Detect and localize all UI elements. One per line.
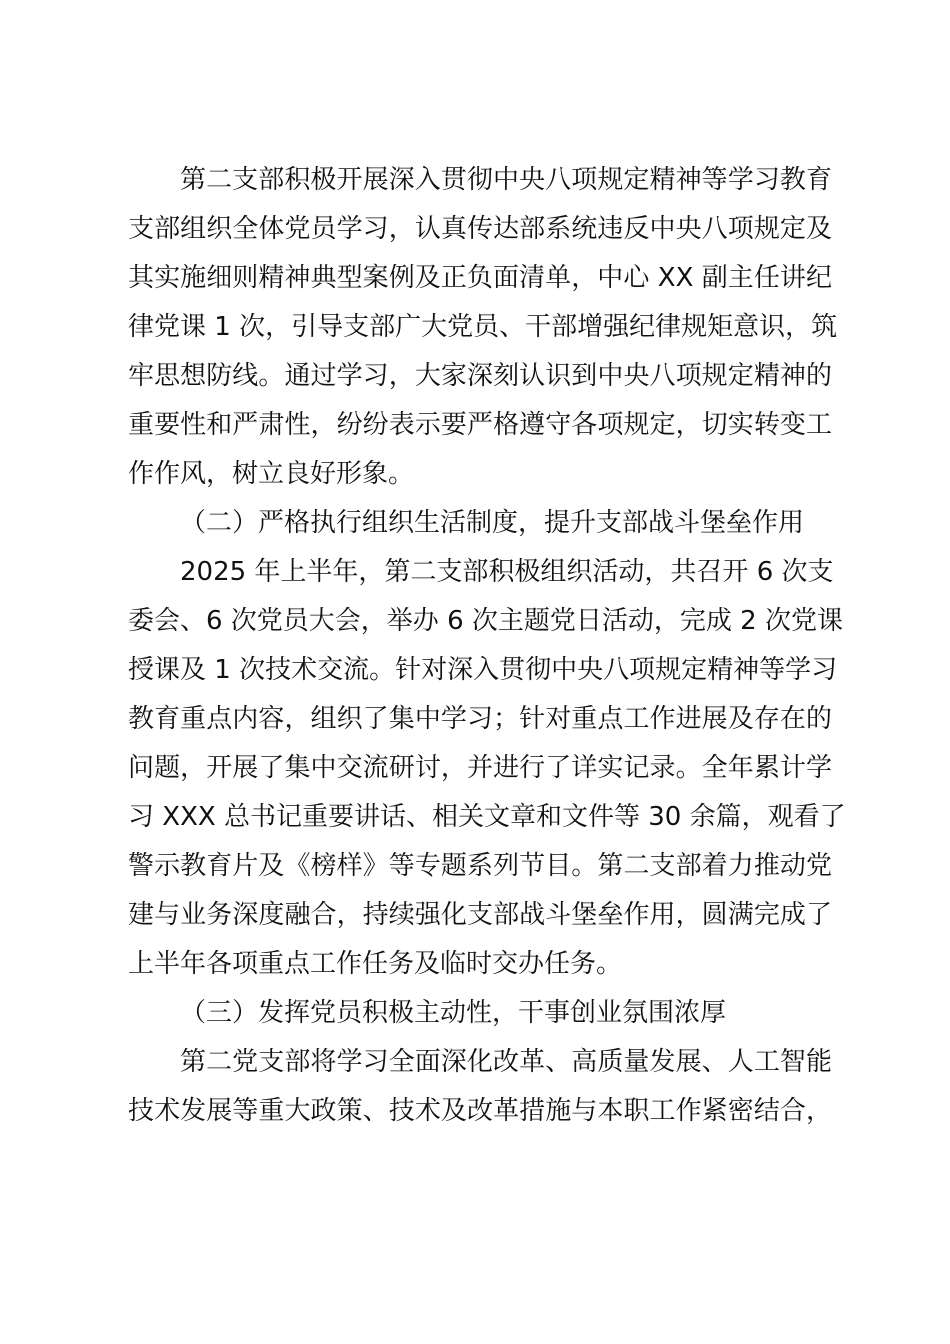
- paragraph-line: 警示教育片及《榜样》等专题系列节目。第二支部着力推动党: [128, 851, 832, 881]
- paragraph-line: 建与业务深度融合，持续强化支部战斗堡垒作用，圆满完成了: [128, 900, 832, 930]
- paragraph-line: 作作风，树立良好形象。: [128, 459, 415, 489]
- section-heading: （二）严格执行组织生活制度，提升支部战斗堡垒作用: [180, 508, 805, 538]
- document-body: [128, 156, 846, 1136]
- section-heading: （三）发挥党员积极主动性，干事创业氛围浓厚: [180, 998, 727, 1028]
- paragraph-line: 委会、6 次党员大会，举办 6 次主题党日活动，完成 2 次党课: [128, 606, 843, 636]
- paragraph-line: 支部组织全体党员学习，认真传达部系统违反中央八项规定及: [128, 214, 832, 244]
- paragraph-line: 习 XXX 总书记重要讲话、相关文章和文件等 30 余篇，观看了: [128, 802, 846, 832]
- paragraph-line: 律党课 1 次，引导支部广大党员、干部增强纪律规矩意识，筑: [128, 312, 838, 342]
- paragraph-line: 技术发展等重大政策、技术及改革措施与本职工作紧密结合，: [128, 1096, 832, 1126]
- paragraph-line: 2025 年上半年，第二支部积极组织活动，共召开 6 次支: [180, 557, 834, 587]
- paragraph-line: 授课及 1 次技术交流。针对深入贯彻中央八项规定精神等学习: [128, 655, 838, 685]
- paragraph-line: 上半年各项重点工作任务及临时交办任务。: [128, 949, 623, 979]
- paragraph-line: 重要性和严肃性，纷纷表示要严格遵守各项规定，切实转变工: [128, 410, 832, 440]
- paragraph-line: 问题，开展了集中交流研讨，并进行了详实记录。全年累计学: [128, 753, 832, 783]
- paragraph-line: 教育重点内容，组织了集中学习；针对重点工作进展及存在的: [128, 704, 832, 734]
- paragraph-line: 第二支部积极开展深入贯彻中央八项规定精神等学习教育: [180, 165, 832, 195]
- paragraph-line: 其实施细则精神典型案例及正负面清单，中心 XX 副主任讲纪: [128, 263, 832, 293]
- paragraph-line: 第二党支部将学习全面深化改革、高质量发展、人工智能: [180, 1047, 832, 1077]
- paragraph-line: 牢思想防线。通过学习，大家深刻认识到中央八项规定精神的: [128, 361, 832, 391]
